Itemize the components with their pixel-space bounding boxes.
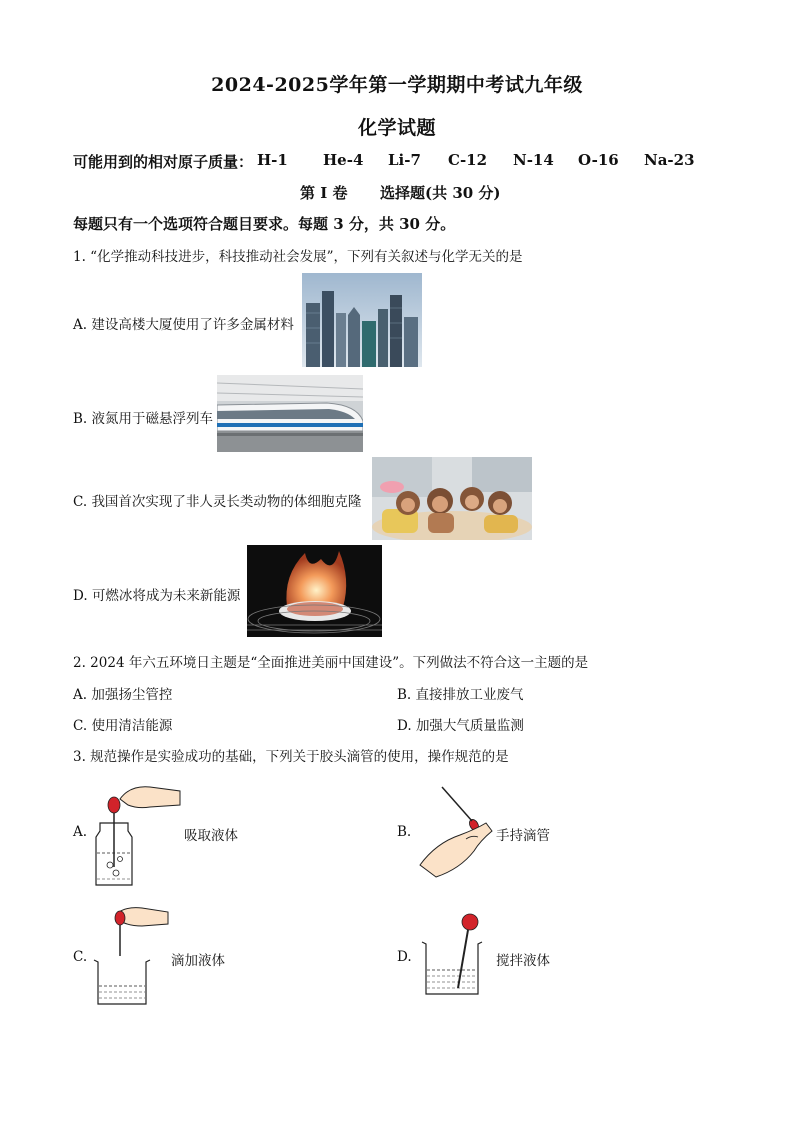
option-label: C. <box>73 718 88 734</box>
q3-option-d-text: 搅拌液体 <box>496 953 550 969</box>
dropper-handheld-illustration <box>416 785 498 881</box>
q1-option-a <box>73 313 294 333</box>
skyscrapers-photo <box>302 273 422 367</box>
option-label: C. <box>73 494 88 510</box>
q1-option-c <box>73 490 361 510</box>
q3-option-c-label: C. <box>73 949 88 965</box>
atomic-mass-h: H-1 <box>257 151 288 169</box>
atomic-mass-na: Na-23 <box>644 151 695 169</box>
q3-option-b-label: B. <box>397 824 412 840</box>
option-label: A. <box>73 687 88 703</box>
q2-option-c <box>73 714 172 734</box>
question-2-stem: 2. 2024 年六五环境日主题是“全面推进美丽中国建设”。下列做法不符合这一主题的是 <box>73 655 589 671</box>
option-text: 使用清洁能源 <box>91 718 173 734</box>
atomic-mass-o: O-16 <box>578 151 619 169</box>
atomic-mass-he: He-4 <box>323 151 364 169</box>
atomic-mass-li: Li-7 <box>388 151 421 169</box>
dropper-stir-liquid-illustration <box>420 912 492 998</box>
option-label: A. <box>73 317 88 333</box>
atomic-mass-label: 可能用到的相对原子质量： <box>73 153 254 171</box>
q1-option-d <box>73 584 240 604</box>
question-3-stem: 3. 规范操作是实验成功的基础，下列关于胶头滴管的使用，操作规范的是 <box>73 749 509 765</box>
option-text: 液氮用于磁悬浮列车 <box>91 411 214 427</box>
dropper-add-liquid-illustration <box>92 904 172 1008</box>
dropper-draw-liquid-illustration <box>90 775 182 887</box>
question-1-stem: 1. “化学推动科技进步，科技推动社会发展”，下列有关叙述与化学无关的是 <box>73 249 523 265</box>
q3-option-b-text: 手持滴管 <box>496 828 550 844</box>
exam-subtitle: 化学试题 <box>357 117 436 139</box>
q2-option-b <box>397 683 524 703</box>
volume-label: 第 I 卷 <box>300 184 348 202</box>
q3-option-d-label: D. <box>397 949 412 965</box>
option-label: B. <box>73 411 88 427</box>
maglev-train-photo <box>217 375 363 452</box>
option-text: 可燃冰将成为未来新能源 <box>91 588 241 604</box>
burning-ice-photo <box>247 545 382 637</box>
q1-option-b <box>73 407 213 427</box>
q3-option-a-text: 吸取液体 <box>184 828 238 844</box>
option-text: 我国首次实现了非人灵长类动物的体细胞克隆 <box>91 494 362 510</box>
atomic-mass-n: N-14 <box>513 151 554 169</box>
section-instruction: 每题只有一个选项符合题目要求。每题 3 分，共 30 分。 <box>73 215 456 233</box>
option-text: 建设高楼大厦使用了许多金属材料 <box>91 317 294 333</box>
q2-option-a <box>73 683 172 703</box>
option-label: B. <box>397 687 412 703</box>
exam-title: 2024-2025学年第一学期期中考试九年级 <box>211 74 583 96</box>
atomic-mass-c: C-12 <box>448 151 488 169</box>
section-name: 选择题(共 30 分) <box>380 184 501 202</box>
option-text: 直接排放工业废气 <box>415 687 524 703</box>
option-label: D. <box>73 588 88 604</box>
cloned-monkeys-photo <box>372 457 532 540</box>
q3-option-a-label: A. <box>73 824 88 840</box>
q3-option-c-text: 滴加液体 <box>171 953 225 969</box>
option-text: 加强扬尘管控 <box>91 687 173 703</box>
option-label: D. <box>397 718 412 734</box>
option-text: 加强大气质量监测 <box>415 718 524 734</box>
q2-option-d <box>397 714 524 734</box>
